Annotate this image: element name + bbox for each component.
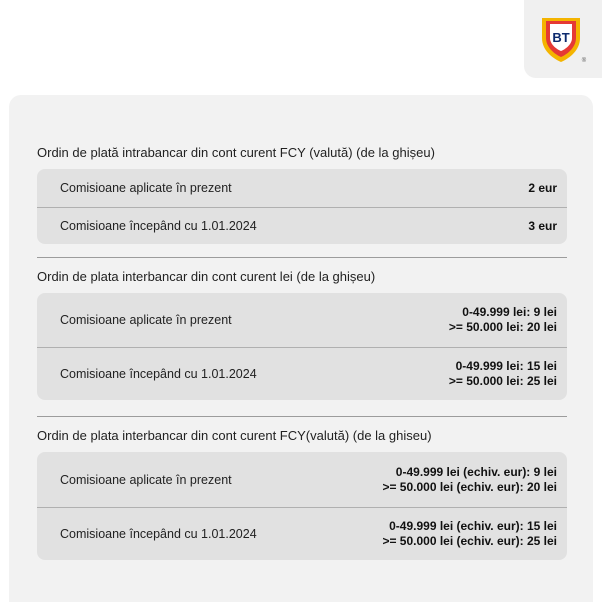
registered-mark: ® xyxy=(581,58,587,64)
section-divider xyxy=(37,416,567,417)
fee-row-value xyxy=(528,181,557,196)
fee-row-value xyxy=(449,305,557,335)
section-divider xyxy=(37,257,567,258)
fee-row-label: Comisioane începând cu 1.01.2024 xyxy=(60,527,257,541)
bt-logo-icon xyxy=(536,12,590,66)
fee-value-line: 0-49.999 lei (echiv. eur): 15 lei xyxy=(389,519,557,533)
section-title: Ordin de plata interbancar din cont curent FCY(valută) (de la ghiseu) xyxy=(37,428,432,443)
fee-card xyxy=(37,293,567,400)
fee-row-current xyxy=(37,293,567,347)
fee-section-interbancar-lei xyxy=(37,267,567,400)
logo-text: BT xyxy=(552,30,570,45)
fee-value-line: 3 eur xyxy=(528,218,557,233)
fee-card xyxy=(37,169,567,244)
fee-value-line: 0-49.999 lei: 9 lei xyxy=(462,305,557,319)
fee-row-from-2024 xyxy=(37,347,567,400)
fee-card xyxy=(37,452,567,560)
fee-value-line: >= 50.000 lei: 25 lei xyxy=(448,374,557,388)
fee-row-label: Comisioane aplicate în prezent xyxy=(60,472,232,487)
fee-row-from-2024 xyxy=(37,207,567,244)
fee-row-value xyxy=(449,359,557,389)
section-title: Ordin de plata interbancar din cont curent lei (de la ghișeu) xyxy=(37,269,376,284)
fee-value-line: >= 50.000 lei (echiv. eur): 25 lei xyxy=(382,534,557,548)
fee-row-label: Comisioane începând cu 1.01.2024 xyxy=(60,367,257,381)
fee-row-current xyxy=(37,452,567,507)
fee-value-line: >= 50.000 lei: 20 lei xyxy=(448,320,557,334)
section-title: Ordin de plată intrabancar din cont curent FCY (valută) (de la ghișeu) xyxy=(37,145,435,160)
fee-value-line: >= 50.000 lei (echiv. eur): 20 lei xyxy=(382,479,557,494)
fee-value-line: 2 eur xyxy=(528,180,557,195)
fee-value-line: 0-49.999 lei (echiv. eur): 9 lei xyxy=(395,464,557,479)
fee-row-value xyxy=(528,219,557,234)
fee-row-label: Comisioane începând cu 1.01.2024 xyxy=(60,219,257,233)
fee-row-value xyxy=(382,465,557,495)
fee-row-from-2024 xyxy=(37,507,567,560)
fee-row-value xyxy=(382,519,557,549)
fee-value-line: 0-49.999 lei: 15 lei xyxy=(455,359,557,373)
fee-section-interbancar-fcy xyxy=(37,426,567,560)
bank-logo-container xyxy=(524,0,602,78)
fee-section-intrabancar-fcy xyxy=(37,143,567,244)
fee-row-current xyxy=(37,169,567,207)
fee-row-label: Comisioane aplicate în prezent xyxy=(60,313,232,327)
fee-row-label: Comisioane aplicate în prezent xyxy=(60,181,232,195)
